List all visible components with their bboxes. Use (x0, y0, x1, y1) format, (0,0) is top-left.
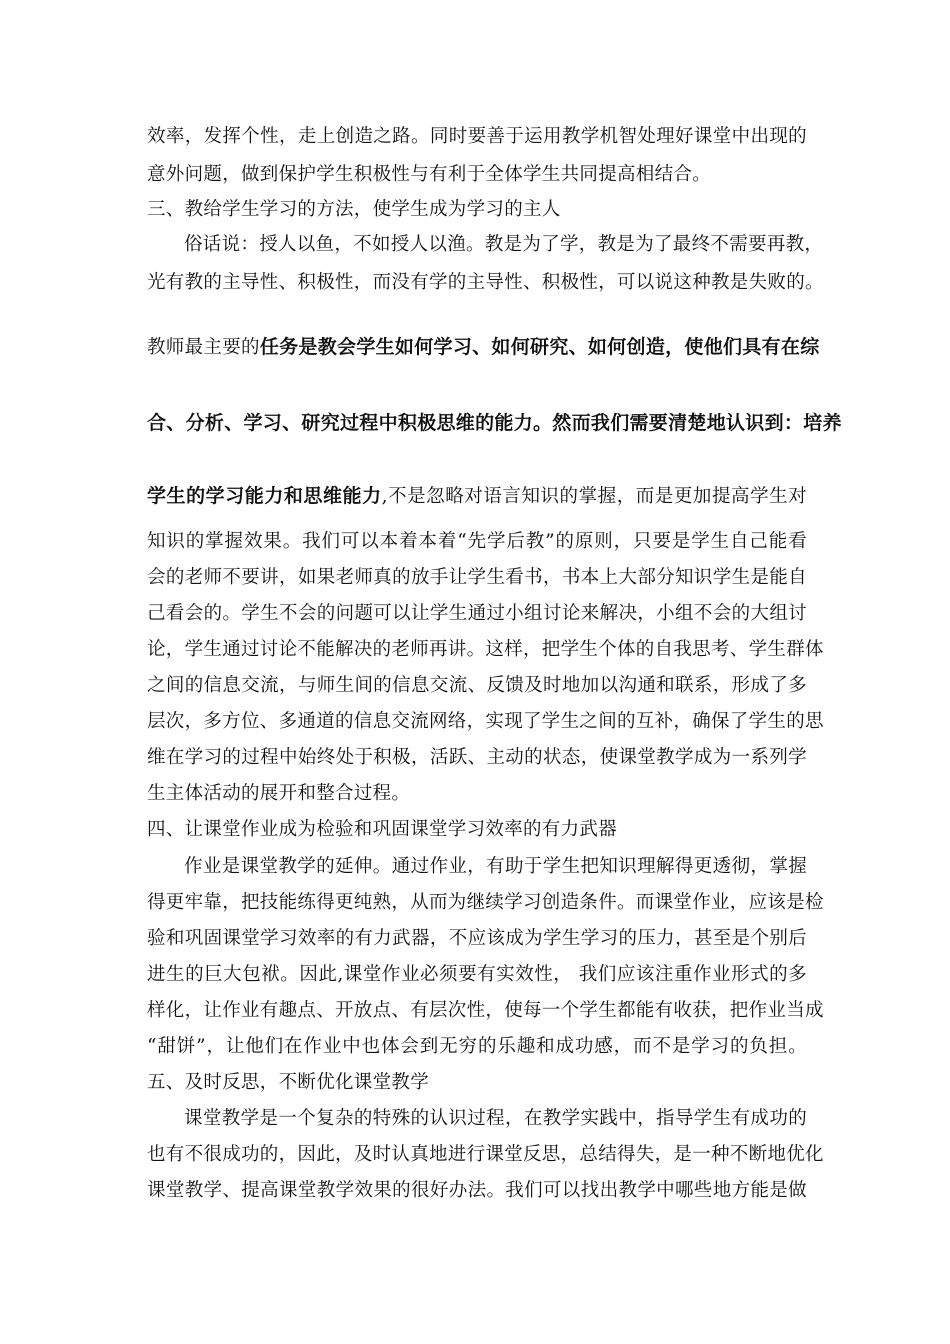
text-line: 意外问题，做到保护学生积极性与有利于全体学生共同提高相结合。 (147, 164, 712, 185)
text-line: 层次，多方位、多通道的信息交流网络，实现了学生之间的互补，确保了学生的思 (147, 711, 824, 732)
text-line: 己看会的。学生不会的问题可以让学生通过小组讨论来解决，小组不会的大组讨 (147, 603, 807, 624)
text-line: 课堂教学是一个复杂的特殊的认识过程，在教学实践中，指导学生有成功的 (184, 1108, 807, 1129)
text-line: 维在学习的过程中始终处于积极，活跃、主动的状态，使课堂教学成为一系列学 (147, 747, 807, 768)
text-line: 样化，让作业有趣点、开放点、有层次性，使每一个学生都能有收获，把作业当成 (147, 1000, 824, 1021)
bold-text-line (147, 484, 807, 509)
text-line: 知识的掌握效果。我们可以本着本着“先学后教”的原则，只要是学生自己能看 (147, 531, 807, 552)
text-line: 之间的信息交流，与师生间的信息交流、反馈及时地加以沟通和联系，形成了多 (147, 675, 807, 696)
text-line: 也有不很成功的，因此，及时认真地进行课堂反思，总结得失，是一种不断地优化 (147, 1144, 824, 1165)
normal-text-span: ,不是忽略对语言知识的掌握，而是更加提高学生对 (381, 486, 807, 507)
section-heading-3: 三、教给学生学习的方法，使学生成为学习的主人 (147, 199, 561, 220)
text-line: 作业是课堂教学的延伸。通过作业，有助于学生把知识理解得更透彻，掌握 (184, 856, 807, 877)
text-line: 俗话说：授人以鱼，不如授人以渔。教是为了学，教是为了最终不需要再教， (184, 234, 824, 255)
text-line: 会的老师不要讲，如果老师真的放手让学生看书，书本上大部分知识学生是能自 (147, 567, 807, 588)
bold-text-line (147, 335, 820, 360)
text-line: 得更牢靠，把技能练得更纯熟，从而为继续学习创造条件。而课堂作业，应该是检 (147, 892, 824, 913)
text-line: 课堂教学、提高课堂教学效果的很好办法。我们可以找出教学中哪些地方能是做 (147, 1180, 807, 1201)
text-line: 进生的巨大包袱。因此,课堂作业必须要有实效性， 我们应该注重作业形式的多 (147, 964, 807, 985)
text-line: 验和巩固课堂学习效率的有力武器，不应该成为学生学习的压力，甚至是个别后 (147, 928, 807, 949)
bold-text-line: 合、分析、学习、研究过程中积极思维的能力。然而我们需要清楚地认识到：培养 (147, 412, 842, 434)
normal-text-span: 教师最主要的 (147, 337, 260, 358)
text-line: 论，学生通过讨论不能解决的老师再讲。这样，把学生个体的自我思考、学生群体 (147, 639, 824, 660)
text-line: 光有教的主导性、积极性，而没有学的主导性、积极性，可以说这种教是失败的。 (147, 272, 824, 293)
bold-text-span: 学生的学习能力和思维能力 (147, 485, 382, 507)
text-line: 效率，发挥个性，走上创造之路。同时要善于运用教学机智处理好课堂中出现的 (147, 126, 807, 147)
section-heading-4: 四、让课堂作业成为检验和巩固课堂学习效率的有力武器 (147, 819, 618, 840)
bold-text-span: 任务是教会学生如何学习、如何研究、如何创造，使他们具有在综 (259, 336, 820, 358)
section-heading-5: 五、及时反思，不断优化课堂教学 (147, 1072, 430, 1093)
text-line: “甜饼”，让他们在作业中也体会到无穷的乐趣和成功感，而不是学习的负担。 (147, 1036, 807, 1057)
text-line: 生主体活动的展开和整合过程。 (147, 783, 411, 804)
